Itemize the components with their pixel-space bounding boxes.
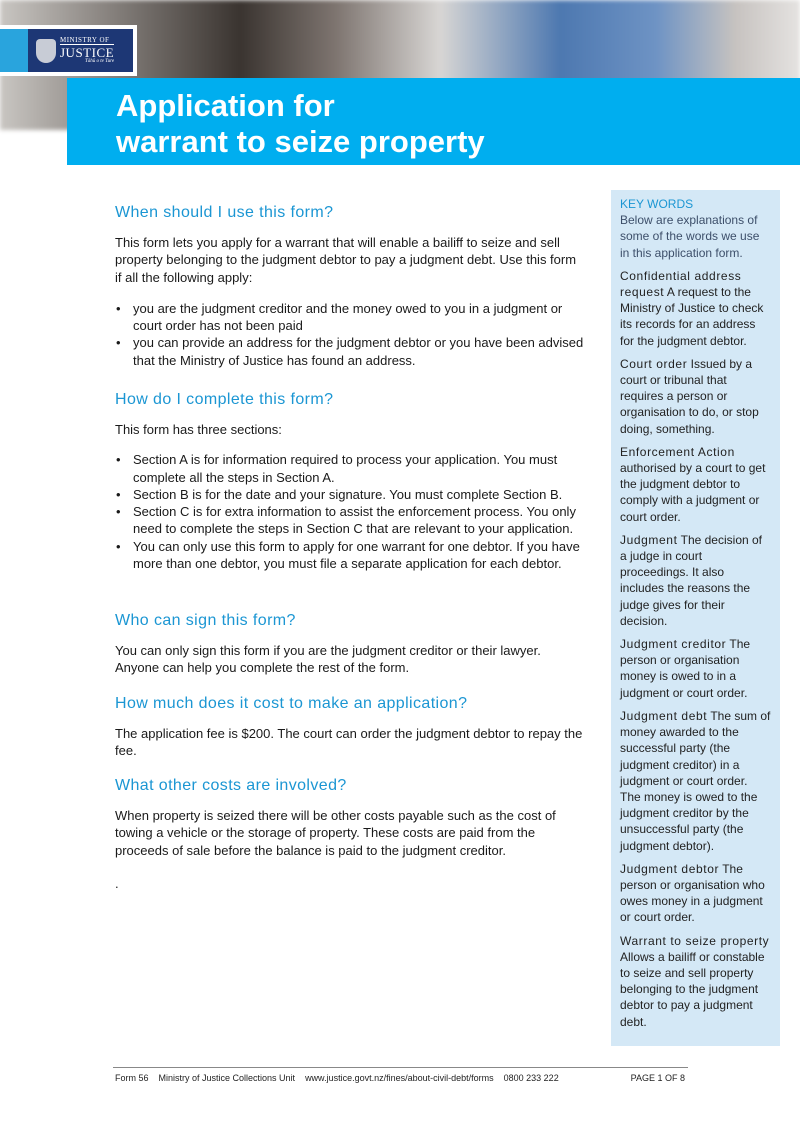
term-name: Warrant to seize property [620,933,770,948]
key-words-sidebar [611,190,780,1046]
key-word-term [620,444,771,525]
term-name: Court order [620,356,688,371]
key-word-term [620,268,771,349]
section-para: You can only sign this form if you are the judgment creditor or their lawyer. Anyone can help you complete the rest of the form. [115,643,541,676]
footer-url[interactable]: www.justice.govt.nz/fines/about-civil-debt/forms [305,1073,494,1083]
section-para: The application fee is $200. The court can order the judgment debtor to repay the fee. [115,726,583,759]
term-definition: The sum of money awarded to the successful party (the judgment creditor) in a judgment or court order. The money is owed to the judgment creditor by the unsuccessful party (the judgment debtor). [620,708,771,853]
term-name: Judgment debt [620,708,708,723]
footer [115,1073,685,1083]
list-item: • Section A is for information required to process your application. You must complete all the steps in Section A. [115,451,585,486]
term-name: Judgment [620,532,678,547]
logo-line1: MINISTRY OF [60,36,110,44]
key-word-term [620,532,771,629]
section-heading: How do I complete this form? [115,391,334,408]
crest-icon [36,39,56,63]
sidebar-intro: Below are explanations of some of the words we use in this application form. [620,213,760,260]
footer-unit: Ministry of Justice Collections Unit [158,1073,296,1083]
footer-page: PAGE 1 OF 8 [630,1073,685,1083]
section-when [115,204,585,369]
term-definition: The person or organisation who owes money in a judgment or court order. [620,861,765,925]
footer-form: Form 56 [115,1073,149,1083]
list-item: • You can only use this form to apply for one warrant for one debtor. If you have more than one debtor, you must file a separate application for each debtor. [115,538,585,573]
key-word-term [620,933,771,1030]
logo-strip [0,29,28,72]
term-definition: Issued by a court or tribunal that requires a person or organisation to do, or stop doing, something. [620,356,759,436]
term-name: Enforcement Action [620,444,735,459]
section-heading: Who can sign this form? [115,612,296,629]
section-para: This form lets you apply for a warrant that will enable a bailiff to seize and sell property belonging to the judgment debtor to pay a judgment debt. Use this form if all the following apply: [115,235,577,285]
term-definition: The person or organisation money is owed to in a judgment or court order. [620,637,751,700]
key-word-term [620,861,771,926]
term-definition: A request to the Ministry of Justice to check its records for an address for the judgment debtor. [620,285,764,348]
section-who [115,612,585,677]
term-name: Judgment creditor [620,637,727,652]
term-name: Confidential address request [620,268,742,300]
ministry-logo [0,25,137,76]
list-item: • Section B is for the date and your signature. You must complete Section B. [115,486,585,503]
list-item: • Section C is for extra information to assist the enforcement process. You only need to complete the steps in Section C that are relevant to your application. [115,503,585,538]
term-definition: Allows a bailiff or constable to seize and sell property belonging to the judgment debtor to pay a judgment debt. [620,949,765,1029]
footer-phone: 0800 233 222 [503,1073,559,1083]
key-word-term [620,356,771,437]
term-name: Judgment debtor [620,861,720,876]
section-cost [115,695,585,760]
section-heading: How much does it cost to make an application? [115,695,468,712]
sidebar-title: KEY WORDS [620,197,694,211]
list-item: • you can provide an address for the judgment debtor or you have been advised that the Ministry of Justice has found an address. [115,334,585,369]
list-item: • you are the judgment creditor and the money owed to you in a judgment or court order has not been paid [115,300,585,335]
footer-divider [113,1067,688,1068]
section-heading: What other costs are involved? [115,777,347,794]
section-para: When property is seized there will be other costs payable such as the cost of towing a vehicle or the storage of property. These costs are paid from the proceeds of sale before the balance is paid to the judgment creditor. [115,808,556,858]
section-heading: When should I use this form? [115,204,334,221]
page-title: Application for warrant to seize property [116,88,485,159]
section-para: This form has three sections: [115,422,282,437]
term-definition: The decision of a judge in court proceedings. It also includes the reasons the judge gives for their decision. [620,532,763,628]
term-definition: authorised by a court to get the judgment debtor to comply with a judgment or court order. [620,461,766,524]
section-other-costs [115,777,585,892]
key-word-term [620,708,771,854]
section-how [115,391,585,572]
key-word-term [620,636,771,701]
trailing-dot: . [115,875,119,891]
logo-line2: JUSTICE [60,45,115,60]
title-banner [67,78,800,165]
logo-line3: Tāhū o te Ture [84,59,115,64]
